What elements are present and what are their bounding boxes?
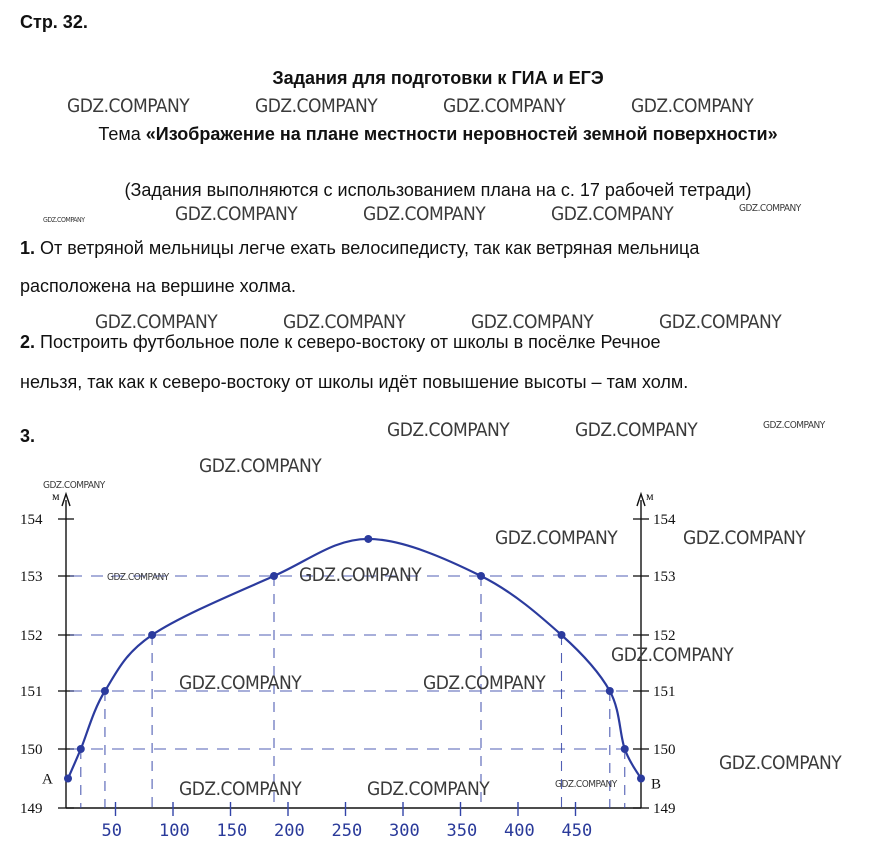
watermark-5: GDZ.COMPANY <box>175 203 298 225</box>
watermark-25: GDZ.COMPANY <box>719 752 842 774</box>
x-tick-label-450: 450 <box>561 821 593 841</box>
answer-1-line-1: 1. От ветряной мельницы легче ехать велосипедисту, так как ветряная мельница <box>20 238 700 258</box>
x-tick-label-150: 150 <box>216 821 248 841</box>
left-tick-label-153: 153 <box>20 569 43 585</box>
x-tick-label-50: 50 <box>101 821 122 841</box>
right-tick-label-149: 149 <box>653 801 676 817</box>
watermark-15: GDZ.COMPANY <box>763 420 825 431</box>
left-tick-label-150: 150 <box>20 742 43 758</box>
watermark-18: GDZ.COMPANY <box>495 527 618 549</box>
watermark-28: GDZ.COMPANY <box>555 779 617 790</box>
watermark-11: GDZ.COMPANY <box>471 311 594 333</box>
right-tick-label-154: 154 <box>653 512 676 528</box>
page-number: Стр. 32. <box>20 12 88 32</box>
answer-2-line-1: 2. Построить футбольное поле к северо-востоку от школы в посёлке Речное <box>20 332 661 352</box>
topic-name: «Изображение на плане местности неровностей земной поверхности» <box>145 124 778 144</box>
profile-point-9 <box>621 745 629 753</box>
watermark-16: GDZ.COMPANY <box>199 455 322 477</box>
x-tick-label-100: 100 <box>159 821 190 841</box>
answer-2-number: 2. <box>20 332 36 352</box>
watermark-10: GDZ.COMPANY <box>283 311 406 333</box>
x-tick-label-350: 350 <box>446 821 478 841</box>
watermark-0: GDZ.COMPANY <box>67 95 190 117</box>
right-unit-label: м <box>646 489 654 503</box>
left-unit-label: м <box>52 489 60 503</box>
profile-point-4 <box>270 572 278 580</box>
watermark-4: GDZ.COMPANY <box>43 216 85 224</box>
topic-prefix: Тема <box>98 124 146 144</box>
watermark-9: GDZ.COMPANY <box>95 311 218 333</box>
watermark-2: GDZ.COMPANY <box>443 95 566 117</box>
watermark-17: GDZ.COMPANY <box>43 480 105 491</box>
watermark-22: GDZ.COMPANY <box>611 644 734 666</box>
x-tick-label-200: 200 <box>274 821 305 841</box>
right-tick-label-150: 150 <box>653 742 676 758</box>
answer-1-line-2: расположена на вершине холма. <box>20 276 296 296</box>
watermark-12: GDZ.COMPANY <box>659 311 782 333</box>
left-tick-label-149: 149 <box>20 801 43 817</box>
right-tick-label-151: 151 <box>653 684 676 700</box>
right-tick-label-153: 153 <box>653 569 676 585</box>
answer-1-number: 1. <box>20 238 36 258</box>
watermark-7: GDZ.COMPANY <box>551 203 674 225</box>
left-tick-label-154: 154 <box>20 512 43 528</box>
profile-point-7 <box>558 631 566 639</box>
task-note: (Задания выполняются с использованием плана на с. 17 рабочей тетради) <box>124 180 752 200</box>
point-label-b: B <box>651 776 662 793</box>
watermark-26: GDZ.COMPANY <box>179 778 302 800</box>
watermark-14: GDZ.COMPANY <box>575 419 698 441</box>
watermark-27: GDZ.COMPANY <box>367 778 490 800</box>
profile-point-8 <box>606 687 614 695</box>
watermark-23: GDZ.COMPANY <box>179 672 302 694</box>
watermark-20: GDZ.COMPANY <box>107 572 169 583</box>
watermark-3: GDZ.COMPANY <box>631 95 754 117</box>
watermark-13: GDZ.COMPANY <box>387 419 510 441</box>
profile-point-10 <box>637 775 645 783</box>
profile-point-3 <box>148 631 156 639</box>
point-label-a: A <box>42 771 53 788</box>
section-title: Задания для подготовки к ГИА и ЕГЭ <box>272 68 604 88</box>
profile-point-6 <box>477 572 485 580</box>
watermark-6: GDZ.COMPANY <box>363 203 486 225</box>
left-tick-label-152: 152 <box>20 628 43 644</box>
x-tick-label-300: 300 <box>389 821 420 841</box>
watermark-1: GDZ.COMPANY <box>255 95 378 117</box>
x-tick-label-250: 250 <box>331 821 363 841</box>
left-tick-label-151: 151 <box>20 684 43 700</box>
profile-point-1 <box>77 745 85 753</box>
watermark-19: GDZ.COMPANY <box>683 527 806 549</box>
answer-3-number: 3. <box>20 426 36 446</box>
watermark-21: GDZ.COMPANY <box>299 564 422 586</box>
profile-point-0 <box>64 775 72 783</box>
watermark-24: GDZ.COMPANY <box>423 672 546 694</box>
profile-point-5 <box>364 535 372 543</box>
right-tick-label-152: 152 <box>653 628 676 644</box>
profile-point-2 <box>101 687 109 695</box>
answer-2-line-2: нельзя, так как к северо-востоку от школы идёт повышение высоты – там холм. <box>20 372 689 392</box>
watermark-8: GDZ.COMPANY <box>739 203 801 214</box>
x-tick-label-400: 400 <box>504 821 535 841</box>
